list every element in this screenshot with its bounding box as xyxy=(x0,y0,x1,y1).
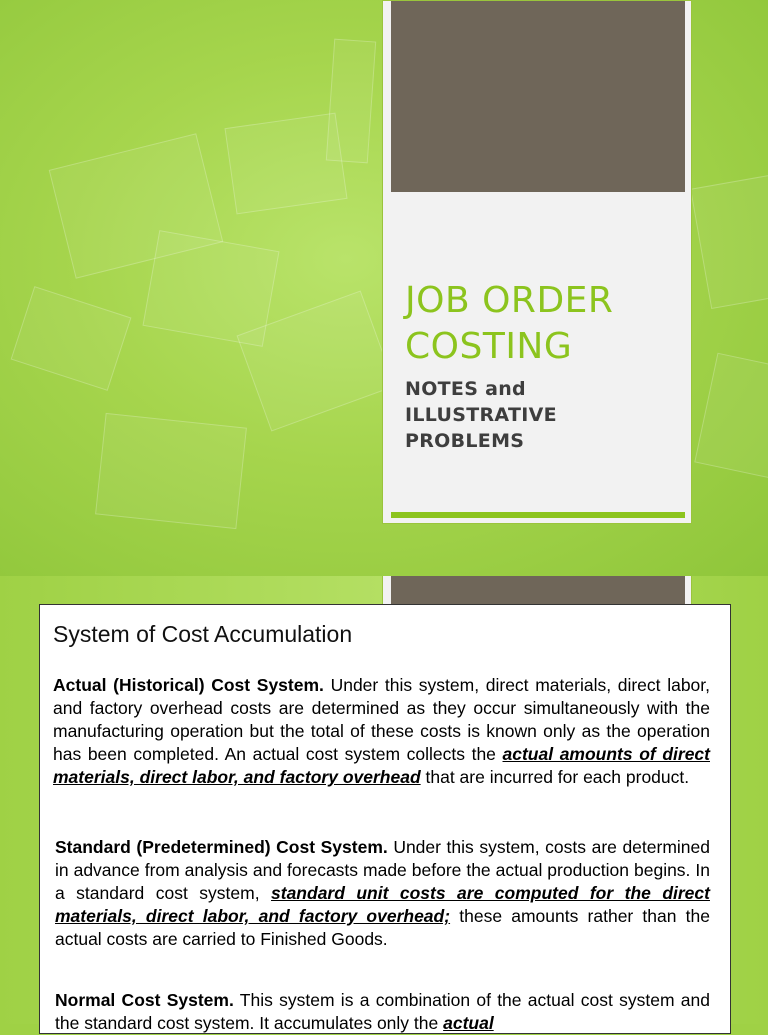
paragraph-emphasis: actual xyxy=(443,1013,494,1033)
paragraph-text: these amounts rather than the actual costs are carried to Finished Goods. xyxy=(55,906,710,949)
paragraph-text: Under this system, direct materials, direct labor, and factory overhead costs are determined as they occur simultaneously with the manufacturing operation but the total of these costs is known only as the operation has been completed. An actual cost system collects the xyxy=(53,675,711,764)
paragraph-lead: Actual (Historical) Cost System. xyxy=(53,675,324,695)
paragraph-lead: Normal Cost System. xyxy=(55,990,234,1010)
paragraph-emphasis: actual amounts of direct materials, direct labor, and factory overhead xyxy=(53,744,710,787)
title-card xyxy=(382,0,692,524)
slide-subtitle: NOTES and ILLUSTRATIVE PROBLEMS xyxy=(405,378,557,452)
background-shape xyxy=(326,39,376,164)
paragraph-text: This system is a combination of the actual cost system and the standard cost system. It accumulates only the xyxy=(55,990,711,1033)
paragraph-text: that are incurred for each product. xyxy=(420,767,690,787)
background-shape xyxy=(690,173,768,309)
background-shape xyxy=(694,353,768,480)
document-page xyxy=(39,604,731,1034)
background-shape xyxy=(11,286,132,391)
title-image-placeholder xyxy=(391,1,685,192)
background-shape xyxy=(95,413,247,529)
paragraph-text: Under this system, costs are determined in advance from analysis and forecasts made before the actual production begins. In a standard cost system, xyxy=(55,837,711,903)
slide-title: JOB ORDER COSTING xyxy=(405,280,614,367)
paragraph-actual-cost-system xyxy=(53,674,710,789)
paragraph-lead: Standard (Predetermined) Cost System. xyxy=(55,837,388,857)
paragraph-standard-cost-system xyxy=(55,836,710,951)
paragraph-emphasis: standard unit costs are computed for the direct materials, direct labor, and factory overhead; xyxy=(55,883,710,926)
accent-bar xyxy=(391,512,685,518)
paragraph-normal-cost-system xyxy=(55,989,710,1035)
document-heading: System of Cost Accumulation xyxy=(53,621,353,647)
